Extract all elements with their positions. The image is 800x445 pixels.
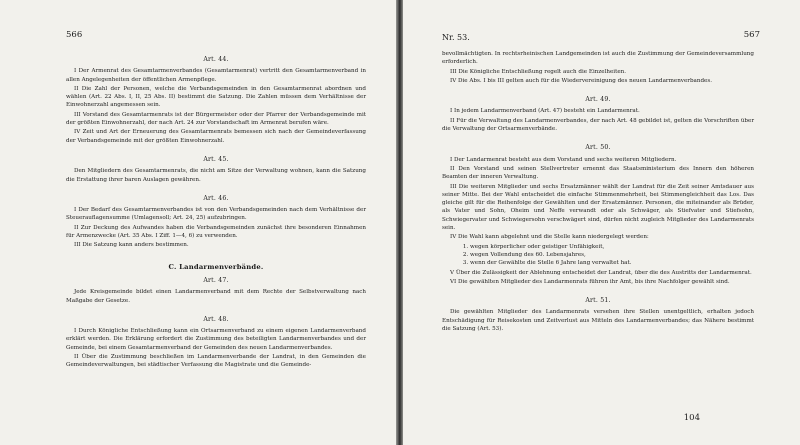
- article-48-para-3: III Die Königliche Entschließung regelt auch die Einzelheiten.: [450, 68, 627, 75]
- article-51-para-1: Die gewählten Mitglieder des Landarmenrats versehen ihre Stellen unentgeltlich, erhalten jedoch Entschädigung für Reisekosten und Zeitverlust aus Mitteln des Landarmenverbandes; das Nähere bestimmt die Satzung (Art. 53).: [442, 309, 754, 333]
- book-gutter: [396, 0, 403, 445]
- article-50-heading: Art. 50.: [585, 144, 611, 152]
- list-item: 1. wegen körperlicher oder geistiger Unfähigkeit,: [470, 243, 754, 251]
- article-48-para-4: IV Die Abs. I bis III gelten auch für die Wiedervereinigung des neuen Landarmenverbandes.: [450, 77, 713, 84]
- article-50-para-6: VI Die gewählten Mitglieder des Landarmenrats führen ihr Amt, bis ihre Nachfolger gewählt sind.: [450, 278, 730, 285]
- article-48-continuation: bevollmächtigten. In rechtsrheinischen Landgemeinden ist auch die Zustimmung der Gemeindeversammlung erforderlich.: [442, 51, 754, 66]
- list-item: 2. wegen Vollendung des 60. Lebensjahres,: [470, 251, 754, 259]
- article-44-para-4: IV Zeit und Art der Erneuerung des Gesamtarmenrats bemessen sich nach der Gemeindeverfassung der Verbandsgemeinde mit der größten Einwohnerzahl.: [66, 129, 366, 144]
- article-44-para-2: II Die Zahl der Personen, welche die Verbandsgemeinden in den Gesamtarmenrat abordnen und wählen (Art. 22 Abs. I, II, 25 Abs. II) bestimmt die Satzung. Die Zahlen müssen dem Verhältnisse der Einwohnerzahl angemessen sein.: [66, 85, 366, 109]
- right-page-number: 567: [743, 30, 760, 40]
- list-item: 3. wenn der Gewählte die Stelle 6 Jahre lang verwaltet hat.: [470, 259, 754, 267]
- left-text-column: [66, 50, 366, 371]
- right-text-column: [442, 50, 754, 334]
- article-46-para-2: II Zur Deckung des Aufwandes haben die Verbandsgemeinden zunächst ihre besonderen Einnahmen für Armenzwecke (Art. 35 Abs. I Ziff. 1—4, 6) zu verwenden.: [66, 224, 366, 240]
- article-50-para-4: IV Die Wahl kann abgelehnt und die Stelle kann niedergelegt werden:: [450, 234, 649, 241]
- article-50-para-1: I Der Landarmenrat besteht aus dem Vorstand und sechs weiteren Mitgliedern.: [450, 156, 677, 163]
- issue-number: Nr. 53.: [442, 33, 470, 42]
- article-45-heading: Art. 45.: [203, 155, 229, 163]
- section-c-heading: C. Landarmenverbände.: [168, 262, 264, 271]
- article-49-para-1: I In jedem Landarmenverband (Art. 47) besteht ein Landarmenrat.: [450, 108, 640, 115]
- article-50-para-5: V Über die Zulässigkeit der Ablehnung entscheidet der Landrat, über die des Austritts der Landarmenrat.: [450, 269, 752, 276]
- article-44-heading: Art. 44.: [203, 56, 229, 63]
- article-47-heading: Art. 47.: [203, 276, 229, 284]
- article-44-para-3: III Vorstand des Gesamtarmenrats ist der Bürgermeister oder der Pfarrer der Verbandsgemeinde mit der größten Einwohnerzahl, der nach Art. 24 zur Vorstandschaft im Armenrat berufen wäre.: [66, 111, 366, 127]
- article-44-para-1: I Der Armenrat des Gesamtarmenverbandes (Gesamtarmenrat) vertritt den Gesamtarmenverband in allen Angelegenheiten der öffentlichen Armenpflege.: [66, 68, 366, 83]
- article-46-para-1: I Der Bedarf des Gesamtarmenverbandes ist von den Verbandsgemeinden nach dem Verhältnisse der Steuerauflagensumme (Umlagensoll; Art. 24, 25) aufzubringen.: [66, 207, 366, 222]
- article-50-para-3: III Die weiteren Mitglieder und sechs Ersatzmänner wählt der Landrat für die Zeit seiner Amtsdauer aus seiner Mitte. Bei der Wahl entscheidet die einfache Stimmenmehrheit, bei Stimmengleichheit das Los. Das gleiche gilt für die Reihenfolge der Gewählten und der Ersatzmänner. Personen, die miteinander als Brüder, als Vater und Sohn, Oheim und Neffe verwandt oder als Schwäger, als Stiefvater und Stiefsohn, Schwiegervater und Schwiegersohn verschwägert sind, dürfen nicht zugleich Mitglieder des Landarmenrats sein.: [442, 183, 754, 232]
- article-49-para-2: II Für die Verwaltung des Landarmenverbandes, der nach Art. 48 gebildet ist, gelten die Vorschriften über die Verwaltung der Ortsarmenverbände.: [442, 117, 754, 133]
- article-51-heading: Art. 51.: [585, 297, 611, 305]
- article-50-list: [442, 243, 754, 268]
- article-49-heading: Art. 49.: [585, 96, 611, 104]
- article-48-heading: Art. 48.: [203, 315, 229, 323]
- article-48-para-1: I Durch Königliche Entschließung kann ein Ortsarmenverband zu einem eigenen Landarmenverband erklärt werden. Die Erklärung erfordert die Zustimmung des beteiligten Landarmenverbandes und der Gemeinde, bei einem Gesamtarmenverband der Gemeinden des neuen Landarmenverbandes.: [66, 328, 366, 351]
- article-50-para-2: II Den Vorstand und seinen Stellvertreter ernennt das Staatsministerium des Innern den höheren Beamten der inneren Verwaltung.: [442, 165, 754, 181]
- article-47-para-1: Jede Kreisgemeinde bildet einen Landarmenverband mit dem Rechte der Selbstverwaltung nach Maßgabe der Gesetze.: [66, 289, 366, 304]
- printer-signature: 104: [683, 413, 700, 423]
- article-48-para-2: II Über die Zustimmung beschließen im Landarmenverbande der Landrat, in den Gemeinden die Gemeindeverwaltungen, bei städtischer Verfassung die Magistrate und die Gemeinde-: [66, 354, 366, 369]
- article-45-para-1: Den Mitgliedern des Gesamtarmenrats, die nicht am Sitze der Verwaltung wohnen, kann die Satzung die Erstattung ihrer baren Auslagen gewähren.: [66, 168, 366, 183]
- left-page-number: 566: [66, 30, 83, 40]
- article-46-heading: Art. 46.: [203, 194, 229, 202]
- article-46-para-3: III Die Satzung kann anders bestimmen.: [74, 242, 189, 249]
